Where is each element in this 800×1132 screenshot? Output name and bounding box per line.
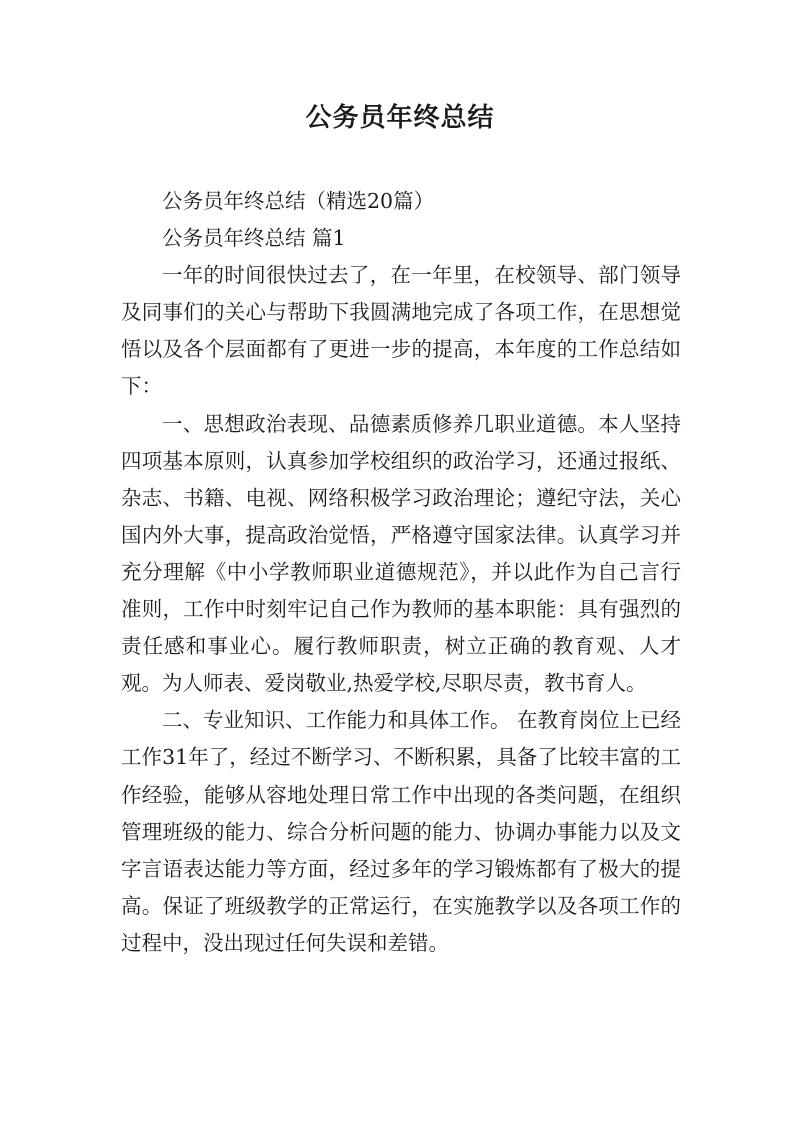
paragraph-professional: 二、专业知识、工作能力和具体工作。 在教育岗位上已经工作31年了，经过不断学习、不断积累，具备了比较丰富的工作经验，能够从容地处理日常工作中出现的各类问题，在组织管理班级的能力、综合分析问题的能力、协调办事能力以及文字言语表达能力等方面，经过多年的学习锻炼都有了极大的提高。保证了班级教学的正常运行，在实施教学以及各项工作的过程中，没出现过任何失误和差错。 [121, 708, 682, 955]
document-title: 公务员年终总结 [305, 103, 495, 133]
paragraph-political: 一、思想政治表现、品德素质修养几职业道德。本人坚持四项基本原则，认真参加学校组织的政治学习，还通过报纸、杂志、书籍、电视、网络积极学习政治理论；遵纪守法，关心国内外大事，提高政治觉悟，严格遵守国家法律。认真学习并充分理解《中小学教师职业道德规范》，并以此作为自己言行准则，工作中时刻牢记自己作为教师的基本职能：具有强烈的责任感和事业心。履行教师职责，树立正确的教育观、人才观。为人师表、爱岗敬业,热爱学校,尽职尽责，教书育人。 [121, 411, 681, 696]
document-subtitle: 公务员年终总结（精选20篇） [162, 189, 435, 213]
section-heading: 公务员年终总结 篇1 [162, 226, 346, 251]
paragraph-intro: 一年的时间很快过去了，在一年里，在校领导、部门领导及同事们的关心与帮助下我圆满地完成了各项工作，在思想觉悟以及各个层面都有了更进一步的提高，本年度的工作总结如下： [121, 263, 681, 399]
document-body [121, 183, 681, 962]
